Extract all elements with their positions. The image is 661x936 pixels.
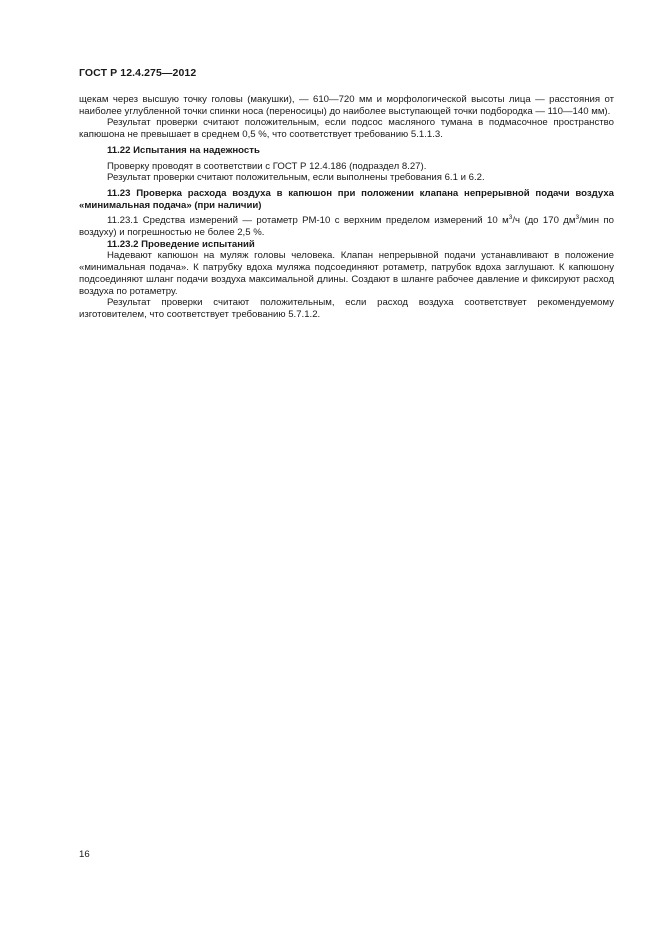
section-heading-11-23-2: 11.23.2 Проведение испытаний [107, 238, 255, 250]
paragraph: Результат проверки считают положительным, если расход воздуха соответствует рекомендуемому изготовителем, что соответствует требованию 5.7.1.2. [79, 297, 614, 320]
superscript: 3 [508, 214, 513, 222]
document-header: ГОСТ Р 12.4.275—2012 [79, 67, 197, 79]
document-body [79, 94, 614, 321]
paragraph: Проверку проводят в соответствии с ГОСТ Р 12.4.186 (подраздел 8.27). [107, 160, 427, 172]
paragraph: Результат проверки считают положительным, если подсос масляного тумана в подмасочное пространство капюшона не превышает в среднем 0,5 %, что соответствует требованию 5.1.1.3. [79, 117, 614, 141]
paragraph: щекам через высшую точку головы (макушки), — 610—720 мм и морфологической высоты лица — расстояния от наиболее углубленной точки спинки носа (переносицы) до наиболее выступающей точки подбородка — 110—140 мм). [79, 94, 614, 117]
superscript: 3 [575, 214, 580, 222]
paragraph: Надевают капюшон на муляж головы человека. Клапан непрерывной подачи устанавливают в положение «минимальная подача». К патрубку вдоха муляжа подсоединяют ротаметр, патрубок вдоха заглушают. К капюшону подсоединяют шланг подачи воздуха максимальной длины. Создают в шланге рабочее давление и фиксируют расход воздуха по ротаметру. [79, 250, 614, 297]
section-heading-11-23: 11.23 Проверка расхода воздуха в капюшон при положении клапана непрерывной подачи воздуха «минимальная подача» (при наличии) [79, 187, 614, 211]
page-number: 16 [79, 849, 90, 860]
text-run: /мин по воздуху) и погрешностью не более 2,5 %. [79, 215, 614, 239]
paragraph-measuring-instruments [79, 215, 614, 238]
text-run: 11.23.1 Средства измерений — ротаметр РМ-10 с верхним пределом измерений 10 м [107, 215, 509, 227]
text-run: /ч (до 170 дм [512, 215, 576, 227]
section-heading-11-22: 11.22 Испытания на надежность [107, 144, 260, 156]
paragraph: Результат проверки считают положительным, если выполнены требования 6.1 и 6.2. [107, 172, 485, 184]
